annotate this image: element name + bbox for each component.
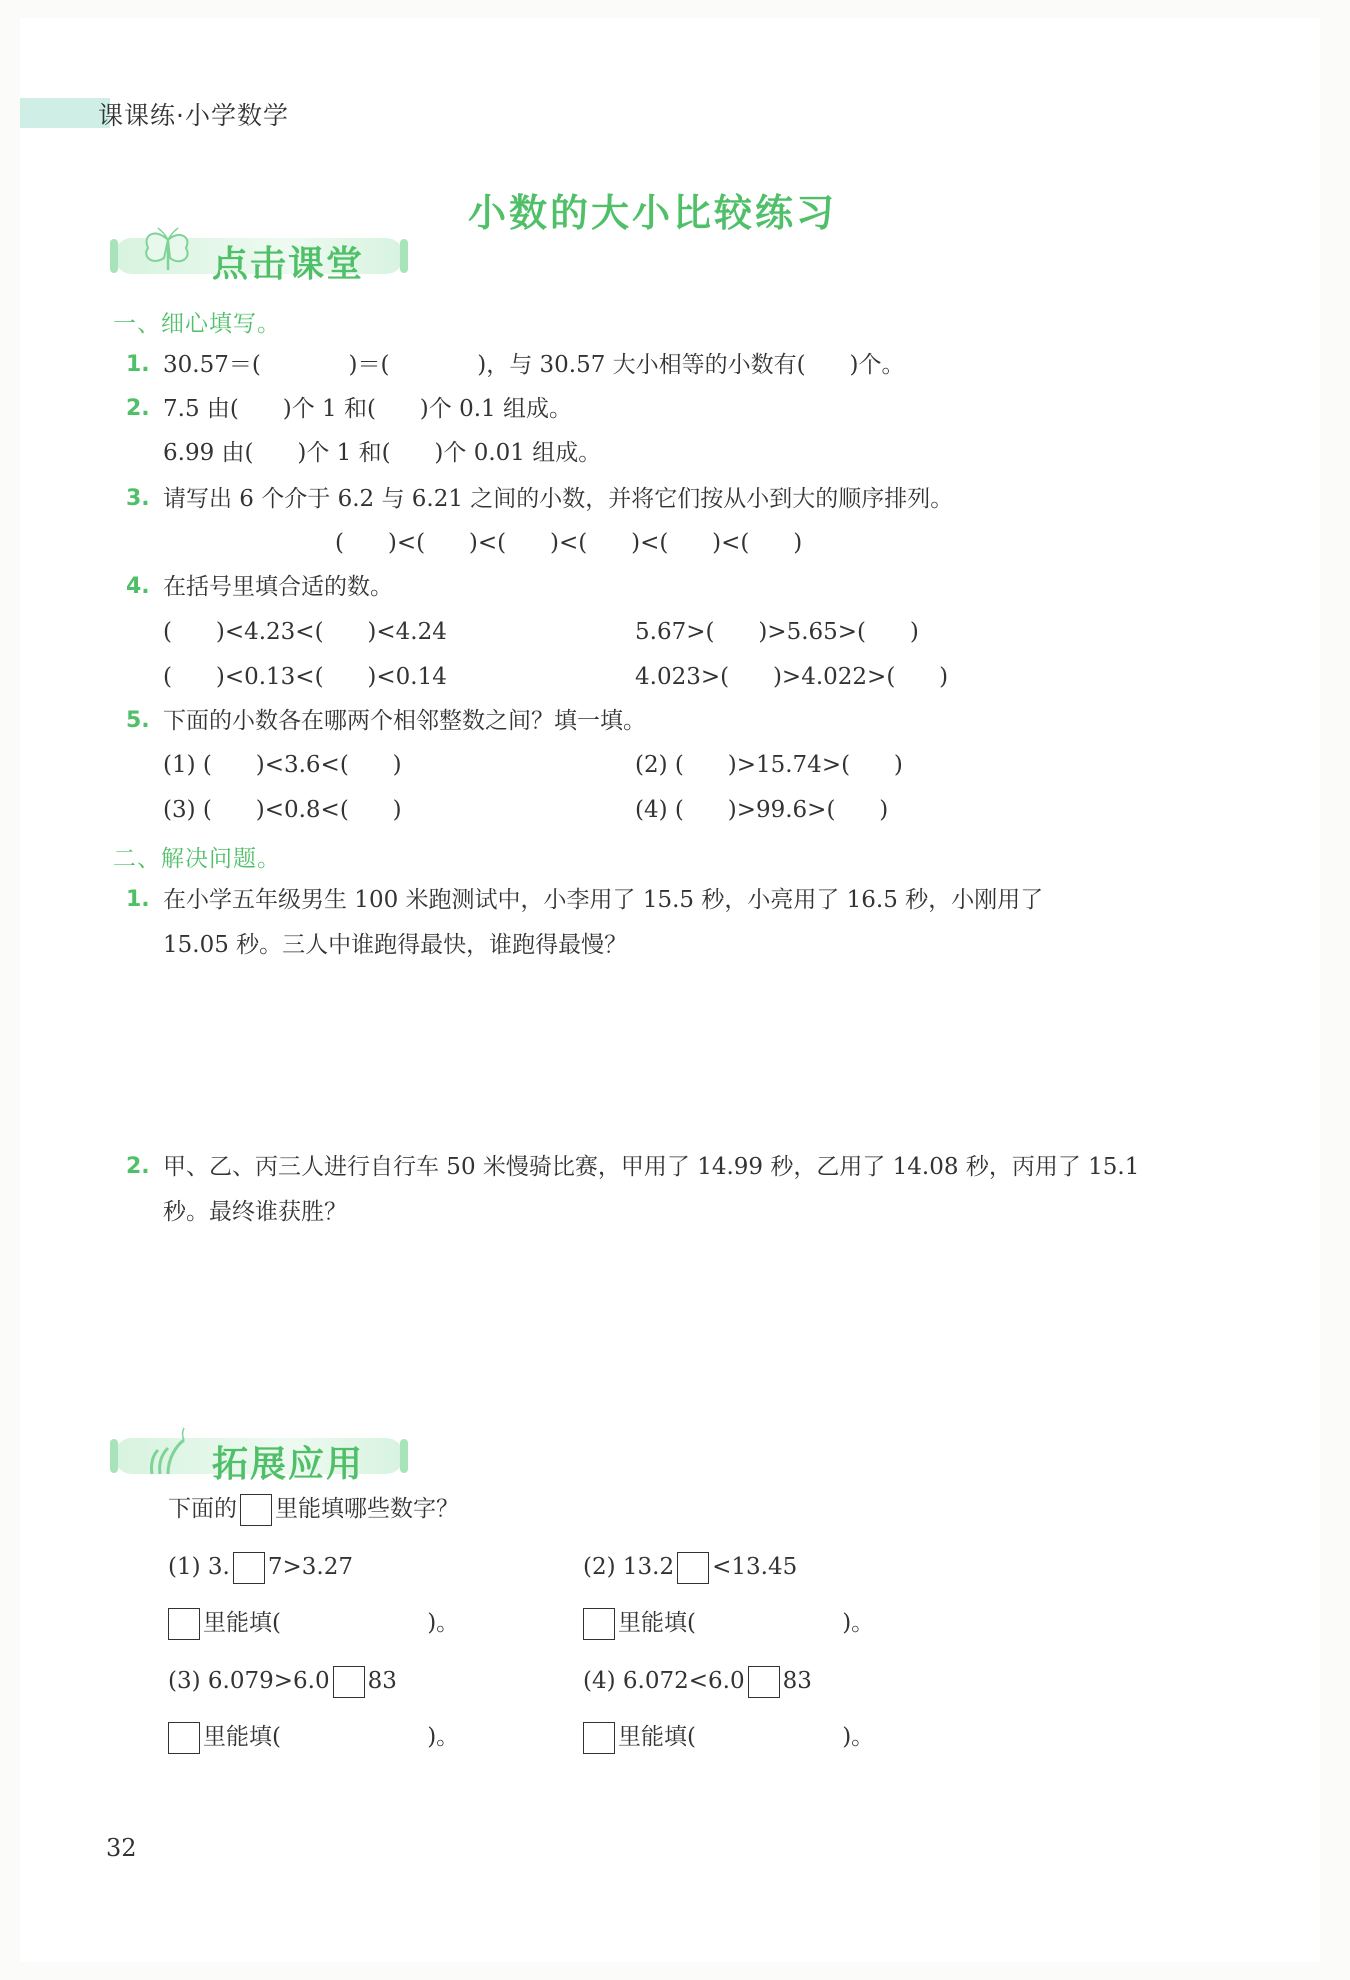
page-number: 32 xyxy=(106,1834,137,1862)
question-text: 请写出 6 个介于 6.2 与 6.21 之间的小数，并将它们按从小到大的顺序排列。 xyxy=(163,486,954,512)
inequality-blank: ( )<4.23<( )<4.24 xyxy=(163,619,447,645)
question-text: 6.99 由( )个 1 和( )个 0.01 组成。 xyxy=(163,440,602,466)
question-number: 1. xyxy=(126,352,150,377)
banner-label: 点击课堂 xyxy=(212,244,365,285)
answer-box[interactable] xyxy=(168,1608,200,1640)
banner-extension xyxy=(114,1430,404,1485)
answer-box[interactable] xyxy=(583,1722,615,1754)
ordering-blanks: ( )<( )<( )<( )<( )<( ) xyxy=(335,530,803,556)
question-text: 下面的小数各在哪两个相邻整数之间？填一填。 xyxy=(163,708,646,734)
answer-line-2 xyxy=(583,1608,874,1640)
page-title: 小数的大小比较练习 xyxy=(467,191,837,235)
question-text: 7.5 由( )个 1 和( )个 0.1 组成。 xyxy=(163,396,572,422)
digit-box[interactable] xyxy=(333,1666,365,1698)
inequality-blank: (2) ( )>15.74>( ) xyxy=(635,752,903,778)
inequality-blank: (1) ( )<3.6<( ) xyxy=(163,752,402,778)
prompt-text: 下面的 xyxy=(168,1496,237,1522)
banner-left-cap xyxy=(110,1439,118,1473)
answer-line-1 xyxy=(168,1608,459,1640)
series-title: 课课练·小学数学 xyxy=(98,101,289,130)
answer-box[interactable] xyxy=(583,1608,615,1640)
problem-text: 秒。最终谁获胜？ xyxy=(163,1199,347,1225)
banner-classroom xyxy=(114,230,404,285)
extension-prompt xyxy=(168,1494,459,1526)
answer-line-4 xyxy=(583,1722,874,1754)
banner-left-cap xyxy=(110,239,118,273)
banner-right-cap xyxy=(400,1439,408,1473)
problem-text: 在小学五年级男生 100 米跑测试中，小李用了 15.5 秒，小亮用了 16.5 秒，小刚用了 xyxy=(163,887,1044,913)
inequality-blank: 4.023>( )>4.022>( ) xyxy=(635,664,949,690)
inequality-text: 83 xyxy=(367,1668,397,1694)
digit-inequality-2 xyxy=(583,1552,797,1584)
digit-box[interactable] xyxy=(233,1552,265,1584)
digit-box[interactable] xyxy=(748,1666,780,1698)
question-number: 5. xyxy=(126,708,150,733)
inequality-blank: ( )<0.13<( )<0.14 xyxy=(163,664,447,690)
question-text: 在括号里填合适的数。 xyxy=(163,574,393,600)
inequality-text: (1) 3. xyxy=(168,1554,230,1580)
question-number: 4. xyxy=(126,574,150,599)
answer-text: 里能填( )。 xyxy=(618,1724,875,1750)
answer-box[interactable] xyxy=(240,1494,272,1526)
inequality-text: 7>3.27 xyxy=(267,1554,353,1580)
question-number: 2. xyxy=(126,396,150,421)
inequality-text: (3) 6.079>6.0 xyxy=(168,1668,330,1694)
section-heading-fill: 一、细心填写。 xyxy=(113,311,281,337)
digit-inequality-3 xyxy=(168,1666,397,1698)
inequality-blank: (3) ( )<0.8<( ) xyxy=(163,797,402,823)
inequality-text: 83 xyxy=(782,1668,812,1694)
question-number: 2. xyxy=(126,1154,150,1179)
inequality-blank: 5.67>( )>5.65>( ) xyxy=(635,619,919,645)
butterfly-icon xyxy=(138,226,198,282)
problem-text: 15.05 秒。三人中谁跑得最快，谁跑得最慢？ xyxy=(163,932,628,958)
digit-box[interactable] xyxy=(677,1552,709,1584)
problem-text: 甲、乙、丙三人进行自行车 50 米慢骑比赛，甲用了 14.99 秒，乙用了 14.08 秒，丙用了 15.1 xyxy=(163,1154,1140,1180)
question-number: 1. xyxy=(126,887,150,912)
question-text: 30.57＝( )＝( )，与 30.57 大小相等的小数有( )个。 xyxy=(163,352,905,378)
section-heading-solve: 二、解决问题。 xyxy=(113,846,281,872)
digit-inequality-1 xyxy=(168,1552,353,1584)
banner-right-cap xyxy=(400,239,408,273)
banner-label: 拓展应用 xyxy=(212,1444,365,1485)
answer-text: 里能填( )。 xyxy=(618,1610,875,1636)
answer-box[interactable] xyxy=(168,1722,200,1754)
inequality-text: (2) 13.2 xyxy=(583,1554,675,1580)
answer-text: 里能填( )。 xyxy=(203,1610,460,1636)
answer-line-3 xyxy=(168,1722,459,1754)
digit-inequality-4 xyxy=(583,1666,812,1698)
prompt-text: 里能填哪些数字？ xyxy=(275,1496,459,1522)
question-number: 3. xyxy=(126,486,150,511)
header-accent-bar xyxy=(20,98,110,128)
inequality-text: <13.45 xyxy=(712,1554,798,1580)
answer-text: 里能填( )。 xyxy=(203,1724,460,1750)
inequality-text: (4) 6.072<6.0 xyxy=(583,1668,745,1694)
inequality-blank: (4) ( )>99.6>( ) xyxy=(635,797,889,823)
grass-sprout-icon xyxy=(138,1426,198,1482)
